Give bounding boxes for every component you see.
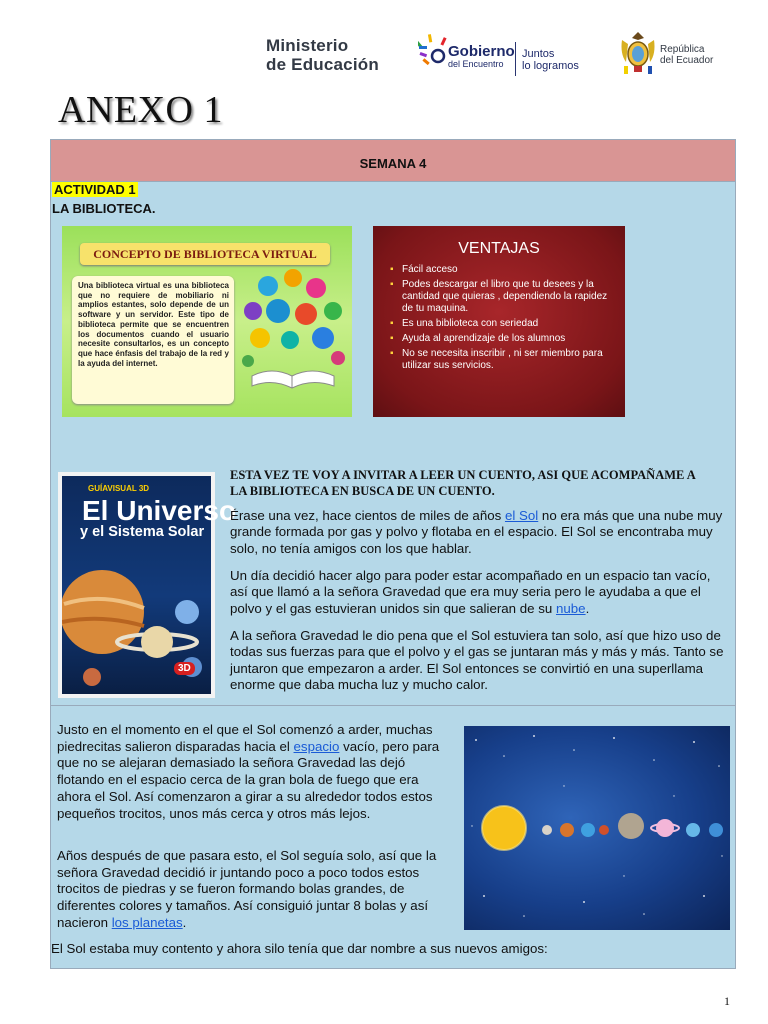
p4-text-b: vacío, pero para que no se alejaran demasiado la señora Gravedad las dejó flotando en el espacio cerca de la gran bola de fuego que era ahora el Sol. Así comenzaron a girar a su alrededor todos estos pequeños trocitos, unos más cerca y otros más lejos. bbox=[57, 738, 440, 821]
gobierno-logo bbox=[448, 44, 515, 69]
logo-separator bbox=[515, 42, 516, 76]
ventajas-item: ▪ Ayuda al aprendizaje de los alumnos bbox=[388, 333, 618, 345]
story-paragraph-5 bbox=[57, 848, 447, 932]
p1-text-b: no era más que una nube muy grande formada por gas y polvo y flotaba en el espacio. El Sol se encontraba muy solo, no tenía amigos con los que hablar. bbox=[230, 508, 723, 556]
story-intro: ESTA VEZ TE VOY A INVITAR A LEER UN CUENTO, ASI QUE ACOMPAÑAME A LA BIBLIOTECA EN BUSCA DE UN CUENTO. bbox=[230, 468, 696, 498]
gobierno-title: Gobierno bbox=[448, 43, 515, 60]
book-title-line1: El Universo bbox=[82, 495, 237, 526]
ministerio-line1: Ministerio bbox=[266, 36, 349, 55]
actividad-label: ACTIVIDAD 1 bbox=[54, 182, 136, 197]
p5-text-b: . bbox=[182, 914, 187, 930]
book-3d-badge: 3D bbox=[174, 662, 195, 675]
espacio-link[interactable]: espacio bbox=[293, 738, 340, 754]
republica-line1: República bbox=[660, 44, 705, 55]
table-row-divider bbox=[51, 705, 735, 706]
concepto-text: Una biblioteca virtual es una biblioteca que no requiere de mobiliario ni amplios estantes, solo depende de un software y un servidor. Este tipo de biblioteca permite que se encuentren los documentos cuando el usuario necesite consultarlos, es un concepto que hace énfasis del trabajo de la red y la ayuda del internet. bbox=[78, 281, 229, 368]
story-paragraph-3: A la señora Gravedad le dio pena que el Sol estuviera tan solo, así que hizo uso de todas sus fuerzas para que el polvo y el gas se juntaran más y más y más. Tanto se juntaron que empezaron a arder. El Sol entonces se convirtió en una superllama enorme que daba mucha luz y mucho calor. bbox=[230, 628, 724, 692]
p4-text-a: Justo en el momento en el que el Sol comenzó a arder, muchas piedrecitas salieron disparadas hacia el bbox=[57, 722, 433, 754]
ministerio-line2: de Educación bbox=[266, 55, 379, 74]
gobierno-mark-icon bbox=[418, 32, 448, 74]
juntos-line2: lo logramos bbox=[522, 60, 579, 72]
ventajas-item: ▪ Es una biblioteca con seriedad bbox=[388, 318, 618, 330]
concepto-title: CONCEPTO DE BIBLIOTECA VIRTUAL bbox=[80, 243, 330, 265]
juntos-line1: Juntos bbox=[522, 48, 555, 60]
anexo-title: ANEXO 1 bbox=[58, 89, 223, 131]
story-paragraph-1 bbox=[230, 508, 730, 557]
gobierno-sub: del Encuentro bbox=[448, 59, 504, 69]
p2-text-b: . bbox=[585, 600, 590, 616]
story-paragraph-4 bbox=[57, 722, 447, 822]
solar-system-planets-icon bbox=[464, 726, 730, 930]
story-paragraph-2 bbox=[230, 568, 730, 617]
planetas-link[interactable]: los planetas bbox=[111, 914, 183, 930]
republica-line2: del Ecuador bbox=[660, 55, 714, 66]
ministerio-logo bbox=[266, 36, 379, 74]
digital-library-illustration-icon bbox=[238, 266, 346, 396]
republica-logo-text bbox=[660, 44, 713, 66]
ventajas-title: VENTAJAS bbox=[458, 240, 540, 257]
p5-text-a: Años después de que pasara esto, el Sol seguía solo, así que la señora Gravedad decidió ir juntando poco a poco todos estos trocitos de piedras y se fueron formando bolas grandes, de diferentes colores y tamaños. Así consiguió juntar 8 bolas y así nacieron bbox=[57, 848, 437, 930]
ecuador-seal-icon bbox=[618, 30, 658, 76]
semana-label: SEMANA 4 bbox=[359, 156, 427, 171]
story-paragraph-6: El Sol estaba muy contento y ahora silo tenía que dar nombre a sus nuevos amigos: bbox=[51, 941, 548, 956]
juntos-slogan bbox=[522, 48, 579, 72]
p2-text-a: Un día decidió hacer algo para poder estar acompañado en un espacio tan vacío, así que llamó a la señora Gravedad que era muy seria pero le ayudaba a que el polvo y el gas estuvieran unidos sin que salieran de su bbox=[230, 568, 711, 616]
biblioteca-title: LA BIBLIOTECA. bbox=[52, 201, 156, 216]
el-sol-link[interactable]: el Sol bbox=[504, 508, 539, 523]
ventajas-item: ▪ Fácil acceso bbox=[388, 264, 618, 276]
ventajas-item: ▪ No se necesita inscribir , ni ser miembro para utilizar sus servicios. bbox=[388, 348, 618, 372]
p1-text-a: Érase una vez, hace cientos de miles de años bbox=[230, 508, 505, 523]
ventajas-list bbox=[388, 264, 618, 375]
book-title-line2: y el Sistema Solar bbox=[80, 524, 205, 540]
ventajas-item: ▪ Podes descargar el libro que tu desees y la cantidad que quieras , dependiendo la rapidez de tu maquina. bbox=[388, 279, 618, 315]
book-series: GUÍAVISUAL 3D bbox=[88, 484, 150, 493]
page-number: 1 bbox=[724, 994, 730, 1008]
nube-link[interactable]: nube bbox=[555, 600, 586, 616]
